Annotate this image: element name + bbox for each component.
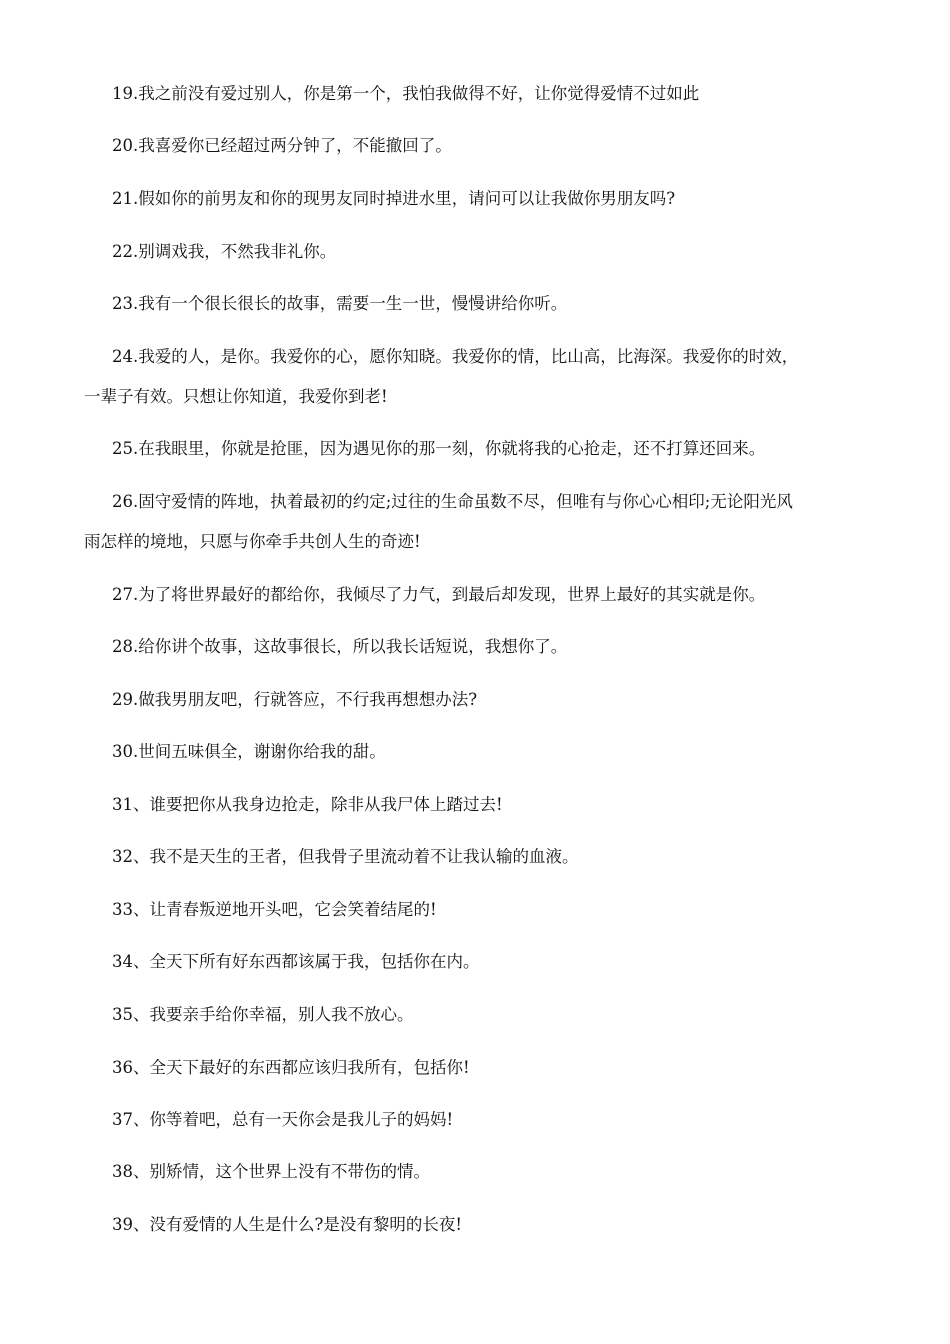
paragraph-30: 30.世间五味俱全，谢谢你给我的甜。 — [112, 742, 386, 761]
paragraph-22: 22.别调戏我，不然我非礼你。 — [112, 242, 337, 261]
paragraph-24-line-1: 24.我爱的人，是你。我爱你的心，愿你知晓。我爱你的情，比山高，比海深。我爱你的时效， — [112, 347, 799, 366]
paragraph-25: 25.在我眼里，你就是抢匪，因为遇见你的那一刻，你就将我的心抢走，还不打算还回来。 — [112, 439, 766, 458]
paragraph-33: 33、让青春叛逆地开头吧，它会笑着结尾的! — [112, 900, 437, 919]
paragraph-19: 19.我之前没有爱过别人，你是第一个，我怕我做得不好，让你觉得爱情不过如此 — [112, 84, 700, 103]
paragraph-39: 39、没有爱情的人生是什么?是没有黎明的长夜! — [112, 1215, 462, 1234]
paragraph-26-line-2: 雨怎样的境地，只愿与你牵手共创人生的奇迹! — [84, 532, 421, 551]
paragraph-24-line-2: 一辈子有效。只想让你知道，我爱你到老! — [84, 387, 388, 406]
paragraph-26-line-1: 26.固守爱情的阵地，执着最初的约定;过往的生命虽数不尽，但唯有与你心心相印;无论阳光风 — [112, 492, 793, 511]
paragraph-32: 32、我不是天生的王者，但我骨子里流动着不让我认输的血液。 — [112, 847, 579, 866]
paragraph-35: 35、我要亲手给你幸福，别人我不放心。 — [112, 1005, 414, 1024]
paragraph-37: 37、你等着吧，总有一天你会是我儿子的妈妈! — [112, 1110, 454, 1129]
paragraph-31: 31、谁要把你从我身边抢走，除非从我尸体上踏过去! — [112, 795, 503, 814]
paragraph-38: 38、别矫情，这个世界上没有不带伤的情。 — [112, 1162, 430, 1181]
paragraph-28: 28.给你讲个故事，这故事很长，所以我长话短说，我想你了。 — [112, 637, 568, 656]
paragraph-36: 36、全天下最好的东西都应该归我所有，包括你! — [112, 1058, 470, 1077]
paragraph-23: 23.我有一个很长很长的故事，需要一生一世，慢慢讲给你听。 — [112, 294, 568, 313]
paragraph-21: 21.假如你的前男友和你的现男友同时掉进水里，请问可以让我做你男朋友吗? — [112, 189, 676, 208]
paragraph-20: 20.我喜爱你已经超过两分钟了，不能撤回了。 — [112, 136, 452, 155]
paragraph-34: 34、全天下所有好东西都该属于我，包括你在内。 — [112, 952, 480, 971]
paragraph-27: 27.为了将世界最好的都给你，我倾尽了力气，到最后却发现，世界上最好的其实就是你。 — [112, 585, 766, 604]
paragraph-29: 29.做我男朋友吧，行就答应，不行我再想想办法? — [112, 690, 478, 709]
